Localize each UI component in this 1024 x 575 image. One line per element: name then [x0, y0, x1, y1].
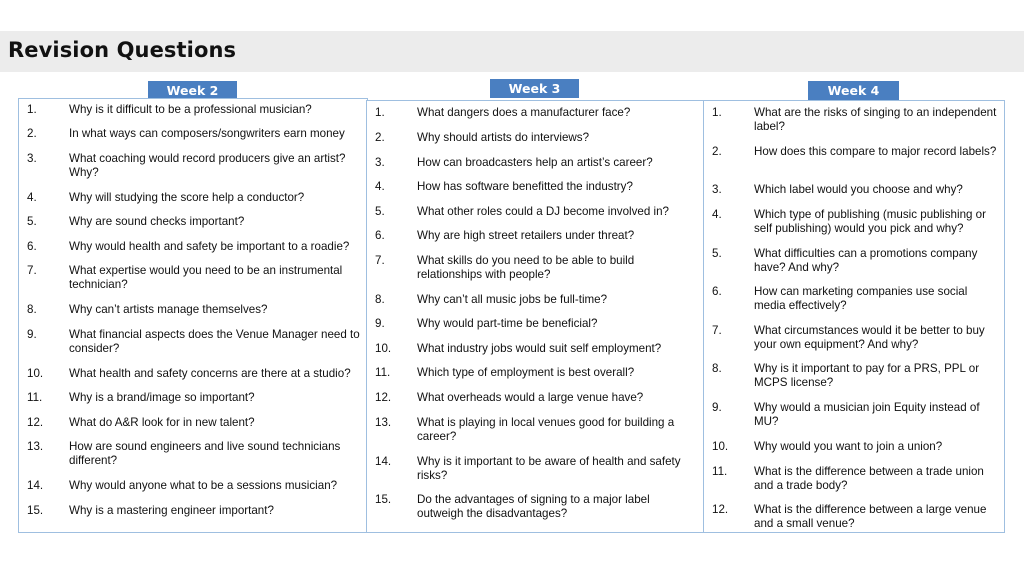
question-number: 6. [712, 285, 722, 298]
title-bar [0, 31, 1024, 72]
question-text: What financial aspects does the Venue Manager need to consider? [69, 328, 360, 355]
page-title: Revision Questions [8, 38, 237, 62]
question-text: Why is it important to pay for a PRS, PPL or MCPS license? [754, 362, 980, 389]
week-3-label: Week 3 [490, 79, 579, 98]
question-text: What coaching would record producers give an artist? Why? [69, 152, 346, 179]
question-number: 6. [27, 240, 37, 253]
question-number: 12. [375, 391, 392, 404]
question-number: 10. [27, 367, 44, 380]
question-text: Why is it important to be aware of health and safety risks? [417, 455, 681, 482]
question-number: 4. [375, 180, 385, 193]
question-number: 1. [27, 103, 37, 116]
week-4-label: Week 4 [808, 81, 899, 100]
question-number: 10. [375, 342, 392, 355]
question-text: Why can’t artists manage themselves? [69, 303, 268, 316]
question-text: Which type of employment is best overall? [417, 366, 635, 379]
question-number: 9. [375, 317, 385, 330]
question-number: 3. [375, 156, 385, 169]
question-number: 8. [375, 293, 385, 306]
question-text: Why would a musician join Equity instead of MU? [754, 401, 980, 428]
question-text: What overheads would a large venue have? [417, 391, 644, 404]
question-number: 14. [27, 479, 44, 492]
question-text: What is the difference between a trade union and a trade body? [754, 465, 984, 492]
question-text: What health and safety concerns are there at a studio? [69, 367, 351, 380]
question-number: 4. [712, 208, 722, 221]
question-number: 1. [375, 106, 385, 119]
question-text: What is playing in local venues good for building a career? [417, 416, 675, 443]
question-number: 13. [375, 416, 392, 429]
question-text: What are the risks of singing to an independent label? [754, 106, 997, 133]
question-text: What industry jobs would suit self employment? [417, 342, 662, 355]
question-number: 5. [712, 247, 722, 260]
question-text: What expertise would you need to be an instrumental technician? [69, 264, 343, 291]
week-2-label: Week 2 [148, 81, 237, 100]
question-number: 11. [712, 465, 728, 478]
question-text: Why can’t all music jobs be full-time? [417, 293, 608, 306]
question-number: 3. [27, 152, 37, 165]
question-number: 5. [375, 205, 385, 218]
question-number: 11. [27, 391, 43, 404]
question-number: 7. [27, 264, 37, 277]
question-text: How does this compare to major record labels? [754, 145, 997, 158]
question-text: What skills do you need to be able to build relationships with people? [417, 254, 635, 281]
question-text: What do A&R look for in new talent? [69, 416, 255, 429]
question-number: 2. [375, 131, 385, 144]
question-number: 15. [375, 493, 392, 506]
question-text: What difficulties can a promotions company have? And why? [754, 247, 978, 274]
week-4-questions-panel [703, 100, 1005, 533]
question-text: In what ways can composers/songwriters earn money [69, 127, 345, 140]
question-text: Why are sound checks important? [69, 215, 245, 228]
question-text: Which type of publishing (music publishing or self publishing) would you pick and why? [754, 208, 986, 235]
question-number: 10. [712, 440, 729, 453]
week-3-questions-panel [366, 100, 704, 533]
question-text: Why is it difficult to be a professional musician? [69, 103, 312, 116]
question-text: How can broadcasters help an artist’s career? [417, 156, 653, 169]
question-number: 13. [27, 440, 44, 453]
question-number: 2. [27, 127, 37, 140]
question-text: What other roles could a DJ become involved in? [417, 205, 669, 218]
question-number: 7. [712, 324, 722, 337]
question-text: What dangers does a manufacturer face? [417, 106, 631, 119]
question-number: 5. [27, 215, 37, 228]
question-number: 15. [27, 504, 44, 517]
question-text: Why is a brand/image so important? [69, 391, 255, 404]
question-number: 8. [712, 362, 722, 375]
question-text: How are sound engineers and live sound technicians different? [69, 440, 341, 467]
question-text: Why would health and safety be important to a roadie? [69, 240, 350, 253]
question-text: Why would part-time be beneficial? [417, 317, 598, 330]
question-text: Why will studying the score help a conductor? [69, 191, 305, 204]
question-number: 12. [27, 416, 44, 429]
question-number: 7. [375, 254, 385, 267]
question-text: Why would anyone what to be a sessions musician? [69, 479, 338, 492]
question-number: 11. [375, 366, 391, 379]
question-number: 14. [375, 455, 392, 468]
question-text: Why is a mastering engineer important? [69, 504, 274, 517]
question-text: Why should artists do interviews? [417, 131, 590, 144]
question-text: How can marketing companies use social media effectively? [754, 285, 968, 312]
question-number: 2. [712, 145, 722, 158]
question-number: 9. [712, 401, 722, 414]
question-text: What circumstances would it be better to buy your own equipment? And why? [754, 324, 985, 351]
question-number: 3. [712, 183, 722, 196]
question-number: 6. [375, 229, 385, 242]
question-text: What is the difference between a large venue and a small venue? [754, 503, 987, 530]
question-text: Which label would you choose and why? [754, 183, 963, 196]
question-number: 9. [27, 328, 37, 341]
question-number: 1. [712, 106, 722, 119]
question-text: Do the advantages of signing to a major label outweigh the disadvantages? [417, 493, 650, 520]
week-2-questions-panel [18, 98, 368, 533]
question-text: Why would you want to join a union? [754, 440, 943, 453]
question-number: 8. [27, 303, 37, 316]
question-text: How has software benefitted the industry? [417, 180, 633, 193]
question-number: 12. [712, 503, 729, 516]
question-number: 4. [27, 191, 37, 204]
question-text: Why are high street retailers under threat? [417, 229, 635, 242]
